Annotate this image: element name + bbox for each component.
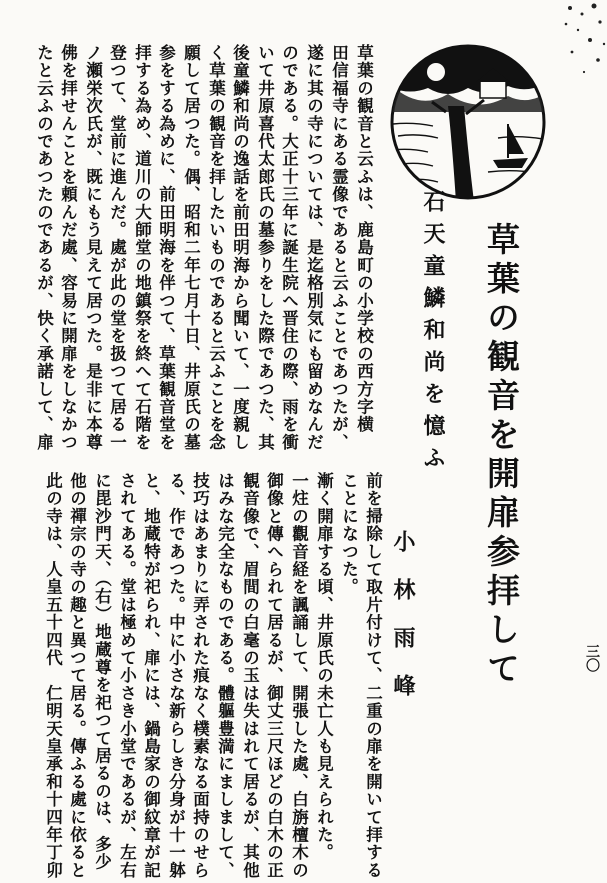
- text-column: のである。大正十三年に誕生院へ晋住の際、雨を衝: [279, 44, 299, 452]
- text-column: く草葉の観音を拝したいものであると云ふことを念: [206, 44, 226, 452]
- text-column: たと云ふのであつたのであるが、快く承諾して、扉: [34, 44, 54, 452]
- text-column: 他の禪宗の寺の趣と異つて居る。傳ふる處に依ると: [67, 472, 87, 880]
- text-column: 此の寺は、人皇五十四代 仁明天皇承和十四年丁卯: [43, 472, 63, 880]
- scan-noise-decoration: [560, 0, 607, 120]
- text-column: 一炷の觀音経を諷誦して、開張した處、白旃檀木の: [289, 472, 309, 880]
- text-column: ノ瀬栄次氏が、既にもう見えて居つた。是非に本尊: [83, 44, 103, 452]
- text-column: 参をする為めに、前田明海を伴つて、草葉観音堂を: [156, 44, 176, 452]
- text-column: 佛を拝せんことを頼んだ處、容易に開扉をしなかつ: [58, 44, 78, 452]
- author-name: 小林雨峰: [390, 530, 416, 722]
- text-column: 登つて、堂前に進んだ。處が此の堂を扱つて居る一: [107, 44, 127, 452]
- text-column: る、作であつた。中に小さな新らしき分身が十一躰: [166, 472, 186, 880]
- text-column: 御像と傳へられて居るが、御丈三尺ほどの白木の正: [264, 472, 284, 880]
- text-column: に毘沙門天、（右）地蔵尊を祀つて居るのは、多少: [92, 472, 112, 871]
- text-column: と、地蔵特が祀られ、扉には、鍋島家の御紋章が記: [141, 472, 161, 880]
- text-column: はみな完全なものである。體軀豊満にましまして、: [215, 472, 235, 880]
- text-column: 漸く開扉する頃、井原氏の未亡人も見えられた。: [314, 472, 334, 862]
- text-column: いて井原喜代太郎氏の墓参りをした際であつた、其: [255, 44, 275, 452]
- text-column: 技巧はあまりに弄された痕なく樸素なる面持のせら: [190, 472, 210, 880]
- text-column: 遂に其の寺については、是迄格別気にも留めなんだ: [304, 44, 324, 452]
- text-column: 願して居つた。偶、昭和二年七月十日、井原氏の墓: [181, 44, 201, 452]
- article-title: 草葉の観音を開扉参拝して: [482, 222, 521, 690]
- text-column: 田信福寺にある霊像であると云ふことであつたが、: [329, 44, 349, 452]
- text-column: されてある。堂は極めて小さき小堂であるが、左右: [117, 472, 137, 880]
- text-column: 拝する為め、道川の大師堂の地鎮祭を終へて石階を: [132, 44, 152, 452]
- boat-scene-illustration: [388, 42, 548, 202]
- page-number: 三〇: [584, 644, 600, 672]
- text-column: 前を掃除して取片付けて、二重の扉を開いて拝する: [363, 472, 383, 880]
- article-subtitle: 石天童鱗和尚を憶ふ: [420, 190, 446, 478]
- text-column: 観音像で、眉間の白毫の玉は失はれて居るが、其他: [240, 472, 260, 880]
- text-column: 草葉の観音と云ふは、鹿島町の小学校の西方字横: [354, 44, 374, 434]
- text-column: ことになつた。: [339, 472, 359, 596]
- text-column: 後童鱗和尚の逸話を前田明海から聞いて、一度親し: [230, 44, 250, 452]
